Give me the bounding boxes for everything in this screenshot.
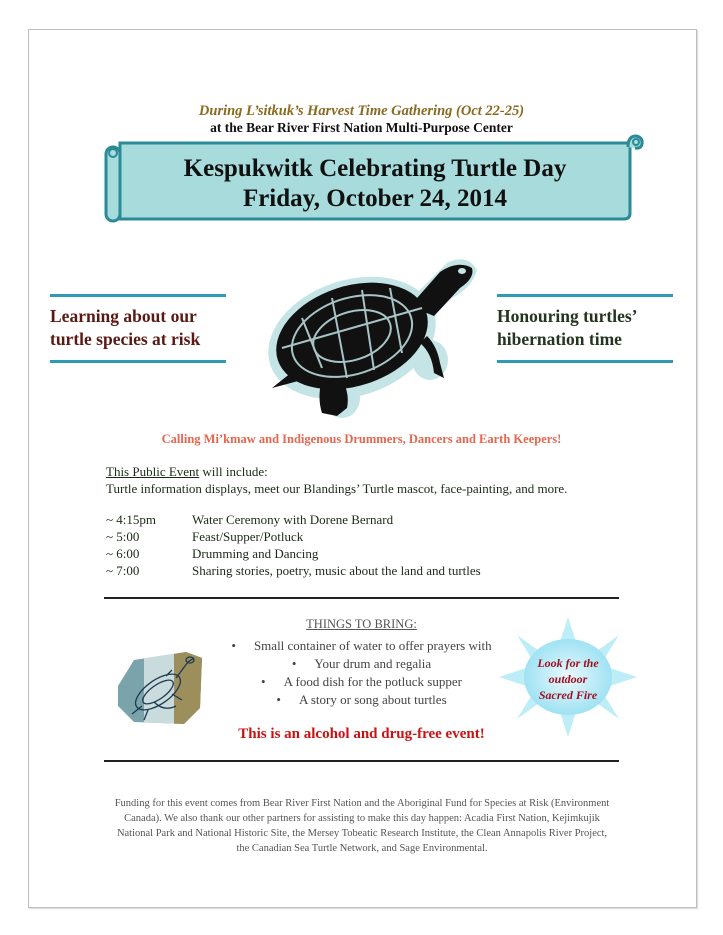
event-details: Turtle information displays, meet our Blandings’ Turtle mascot, face-painting, and more.	[106, 481, 568, 496]
right-callout	[497, 294, 673, 363]
event-title: Kespukwitk Celebrating Turtle Day	[183, 155, 567, 182]
sun-callout-line2: outdoor	[548, 672, 588, 686]
left-callout-line2: turtle species at risk	[50, 329, 201, 349]
event-date: Friday, October 24, 2014	[242, 185, 508, 212]
call-for-participants: Calling Mi’kmaw and Indigenous Drummers, Dancers and Earth Keepers!	[161, 432, 562, 446]
divider	[50, 360, 226, 363]
divider	[497, 360, 673, 363]
bullet: •	[276, 692, 281, 707]
right-callout-line1: Honouring turtles’	[497, 306, 638, 326]
event-intro	[106, 463, 567, 497]
event-context-subtitle: During L’sitkuk’s Harvest Time Gathering (Oct 22-25)	[198, 103, 525, 119]
bullet: •	[261, 674, 266, 689]
schedule-activity: Feast/Supper/Potluck	[192, 529, 304, 544]
left-callout-line1: Learning about our	[50, 306, 197, 326]
venue-subtitle: at the Bear River First Nation Multi-Purpose Center	[210, 120, 513, 135]
sun-callout-line1: Look for the	[537, 656, 599, 670]
turtle-illustration-icon	[262, 248, 482, 423]
left-callout	[50, 294, 226, 363]
turtle-petroglyph-icon	[114, 648, 206, 728]
bring-item-text: A food dish for the potluck supper	[283, 674, 462, 689]
schedule-time: ~ 5:00	[106, 529, 140, 544]
schedule-time: ~ 7:00	[106, 563, 140, 578]
things-to-bring-title: THINGS TO BRING:	[306, 617, 417, 631]
bullet: •	[231, 638, 236, 653]
schedule-activity: Drumming and Dancing	[192, 546, 319, 561]
bullet: •	[291, 656, 297, 671]
bring-item-text: Small container of water to offer prayers with	[253, 638, 492, 653]
sun-burst-icon	[497, 615, 639, 739]
public-event-label: This Public Event	[106, 464, 200, 479]
alcohol-free-notice: This is an alcohol and drug-free event!	[238, 726, 485, 742]
schedule-activity: Water Ceremony with Dorene Bernard	[192, 512, 394, 527]
schedule-time: ~ 4:15pm	[106, 512, 157, 527]
schedule-time: ~ 6:00	[106, 546, 140, 561]
schedule-row	[106, 562, 481, 579]
schedule-row	[106, 545, 481, 562]
title-banner	[100, 133, 646, 223]
intro-rest: will include:	[199, 464, 268, 479]
sun-callout-line3: Sacred Fire	[538, 688, 598, 702]
section-divider-bottom	[104, 760, 619, 762]
schedule-row	[106, 528, 481, 545]
section-divider-top	[104, 597, 619, 599]
right-callout-line2: hibernation time	[497, 329, 622, 349]
bring-item-text: Your drum and regalia	[314, 656, 432, 671]
schedule-activity: Sharing stories, poetry, music about the land and turtles	[192, 563, 481, 578]
schedule-list	[106, 511, 481, 579]
bring-item-text: A story or song about turtles	[298, 692, 447, 707]
schedule-row	[106, 511, 481, 528]
funding-acknowledgement: Funding for this event comes from Bear River First Nation and the Aboriginal Fund for Species at Risk (Environment Canada). We also thank our other partners for assisting to make this day happen: Acadia First Nation, Kejimkujik National Park and National Historic Site, the Mersey Tobeatic Research Institute, the Clean Annapolis River Project, the Canadian Sea Turtle Network, and Sage Environmental.	[114, 798, 610, 854]
